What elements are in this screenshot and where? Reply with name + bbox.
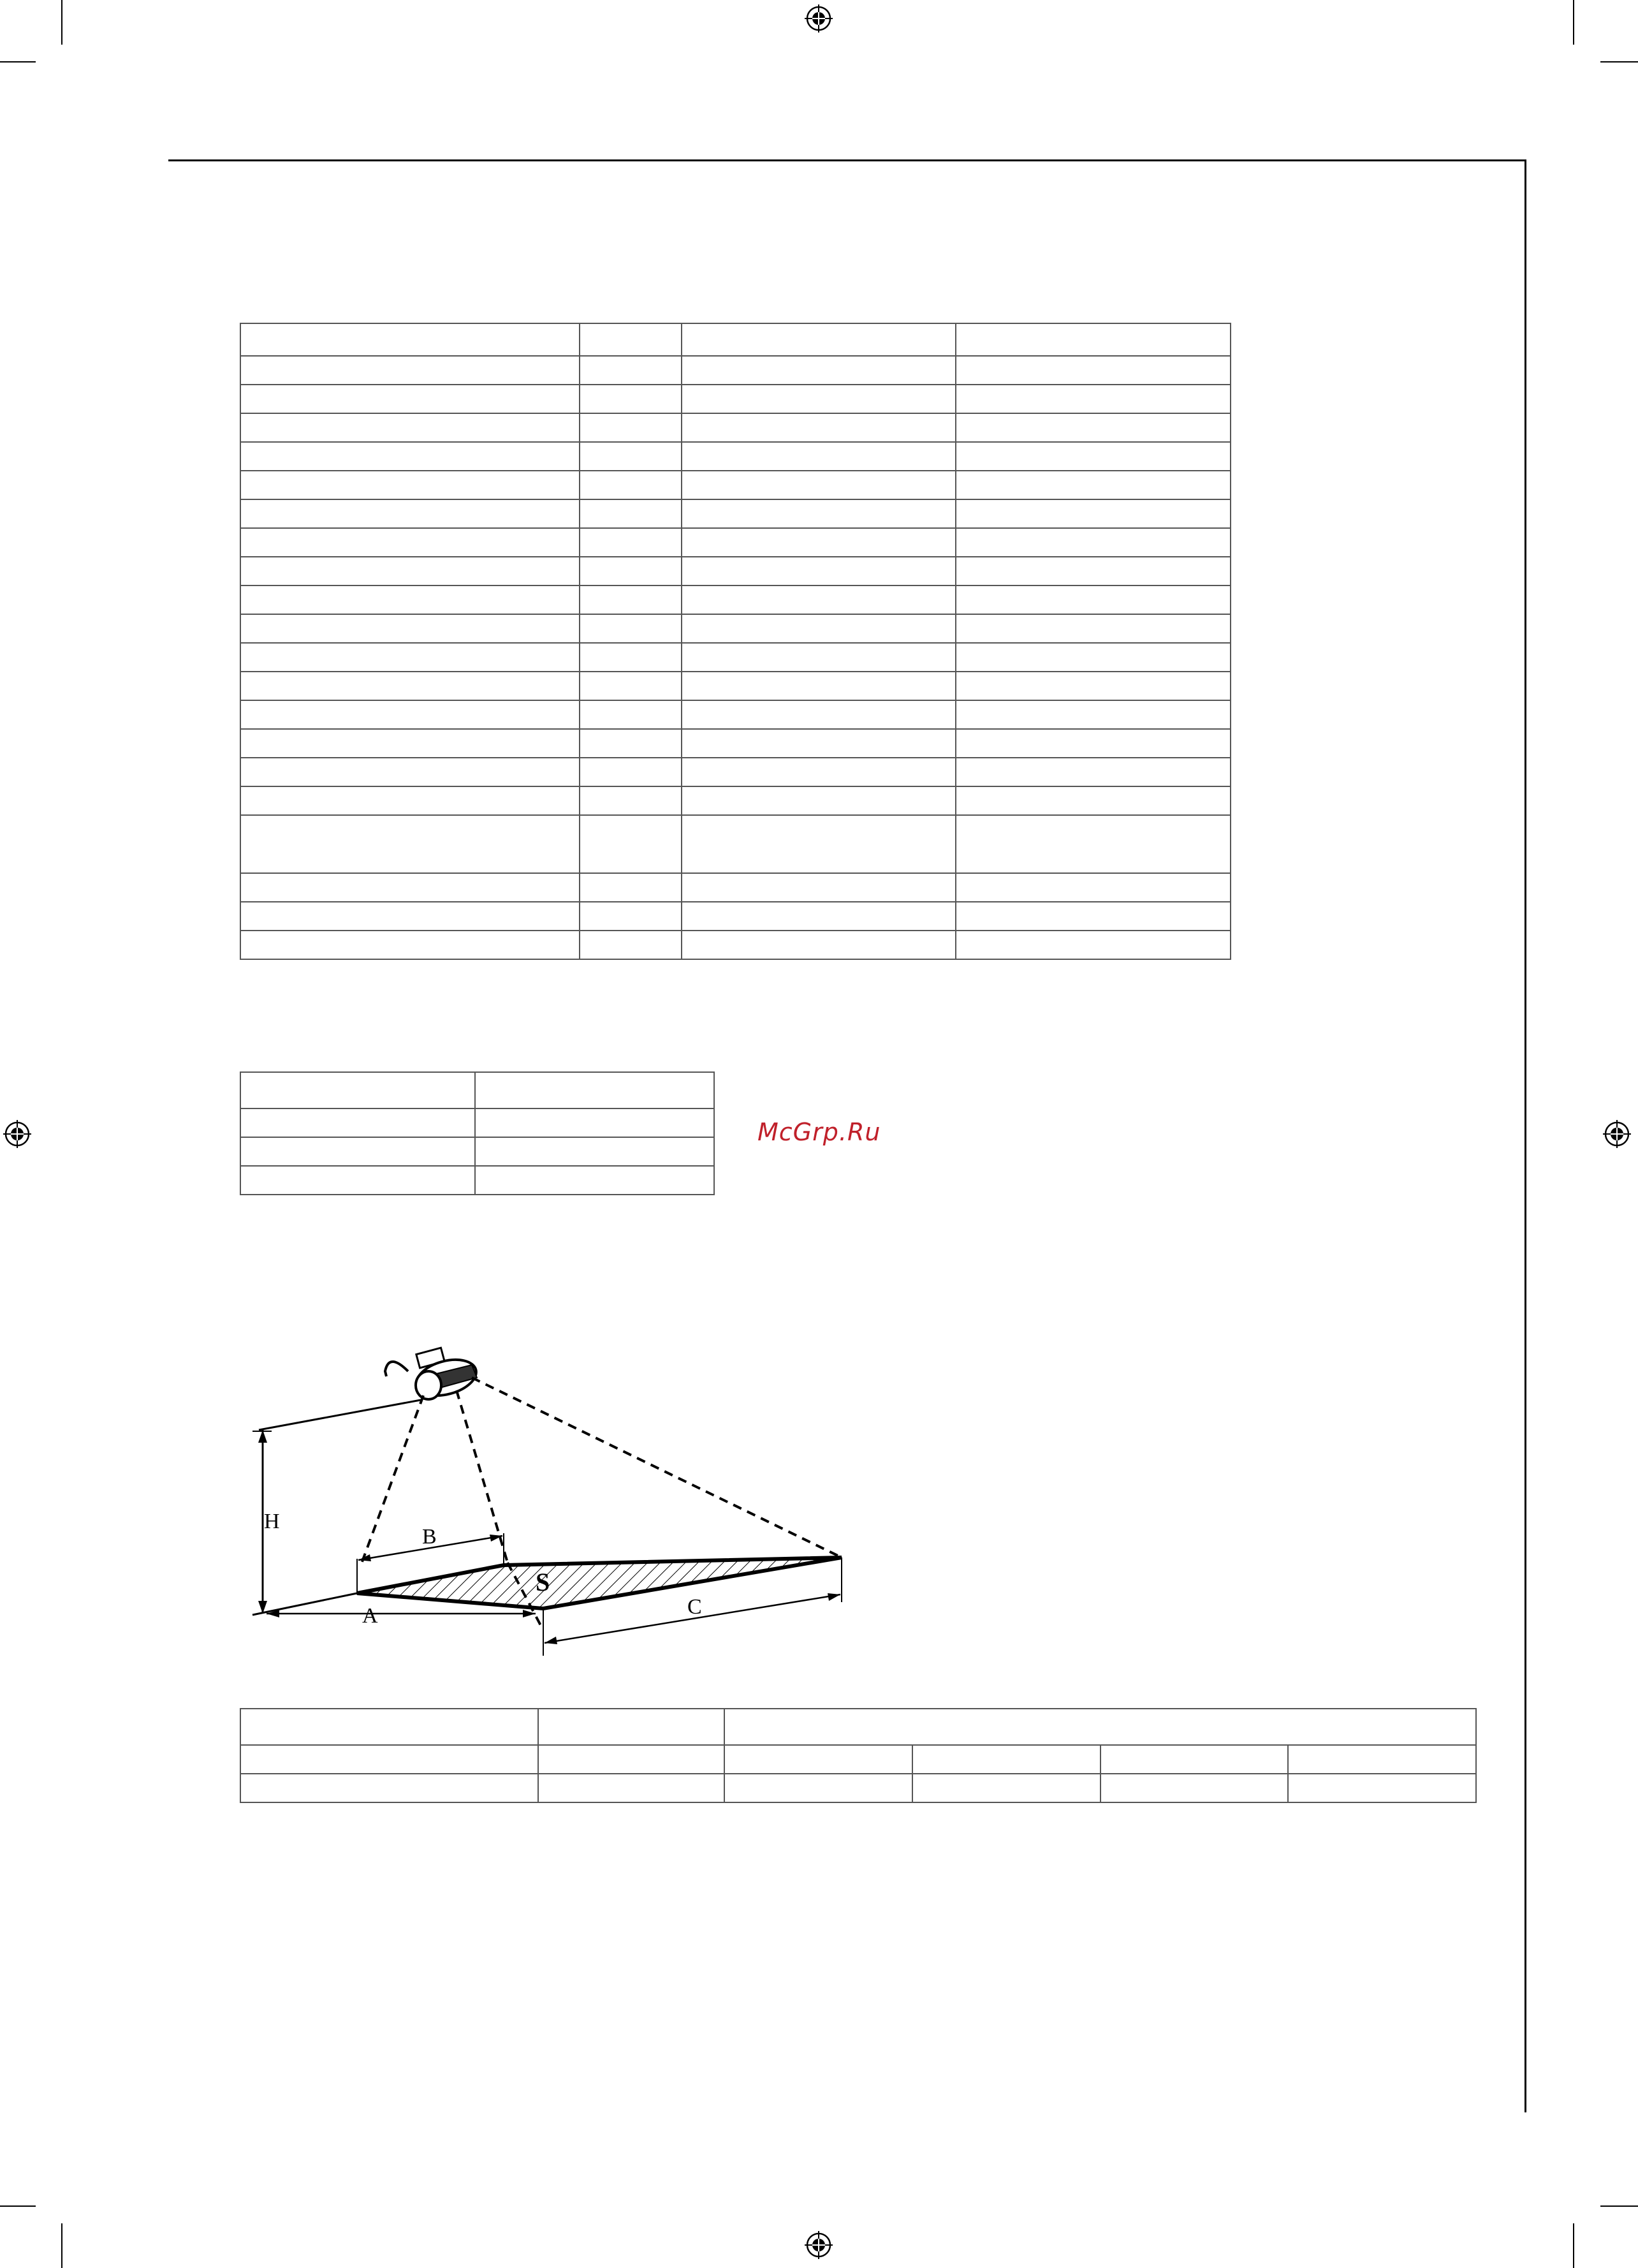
crop-mark-bottom-left-vertical [61, 2223, 62, 2268]
crop-mark-bottom-left-horizontal [0, 2205, 36, 2207]
table-row [240, 1072, 714, 1108]
table-row [240, 672, 1231, 700]
crop-mark-top-right-vertical [1573, 0, 1574, 45]
registration-mark-left [3, 1120, 31, 1148]
table-row [240, 499, 1231, 528]
coverage-table [240, 1708, 1477, 1803]
table-row [240, 1137, 714, 1166]
table-row [240, 873, 1231, 902]
registration-mark-top [805, 4, 833, 33]
table-row [240, 1108, 714, 1137]
table-row [240, 700, 1231, 729]
watermark-text: McGrp.Ru [757, 1118, 881, 1146]
table-row [240, 815, 1231, 873]
crop-mark-bottom-right-horizontal [1600, 2205, 1638, 2207]
table-row [240, 931, 1231, 959]
small-table [240, 1071, 715, 1195]
table-row [240, 442, 1231, 471]
crop-mark-top-left-horizontal [0, 61, 36, 63]
heater-coverage-diagram [242, 1333, 854, 1665]
page-top-rule [168, 159, 1526, 161]
table-row [240, 585, 1231, 614]
table-row [240, 786, 1231, 815]
table-row [240, 1709, 1476, 1745]
label-c: C [687, 1595, 702, 1619]
crop-mark-bottom-right-vertical [1573, 2223, 1574, 2268]
table-row [240, 528, 1231, 557]
table-row [240, 557, 1231, 585]
table-row [240, 758, 1231, 786]
table-row [240, 385, 1231, 413]
table-row [240, 1745, 1476, 1774]
table-row [240, 729, 1231, 758]
label-b: B [422, 1525, 437, 1549]
table-row [240, 413, 1231, 442]
table-row [240, 614, 1231, 643]
table-row [240, 356, 1231, 385]
table-row [240, 902, 1231, 931]
table-row [240, 1774, 1476, 1802]
table-row [240, 323, 1231, 356]
page-right-rule [1525, 159, 1526, 2112]
registration-mark-right [1603, 1120, 1631, 1148]
specifications-table [240, 323, 1231, 960]
registration-mark-bottom [805, 2231, 833, 2259]
crop-mark-top-right-horizontal [1600, 61, 1638, 63]
table-row [240, 471, 1231, 499]
label-s: S [536, 1568, 550, 1596]
crop-mark-top-left-vertical [61, 0, 62, 45]
label-h: H [264, 1510, 280, 1533]
heater-device [385, 1348, 480, 1401]
label-a: A [362, 1604, 378, 1628]
table-row [240, 1166, 714, 1195]
table-row [240, 643, 1231, 672]
